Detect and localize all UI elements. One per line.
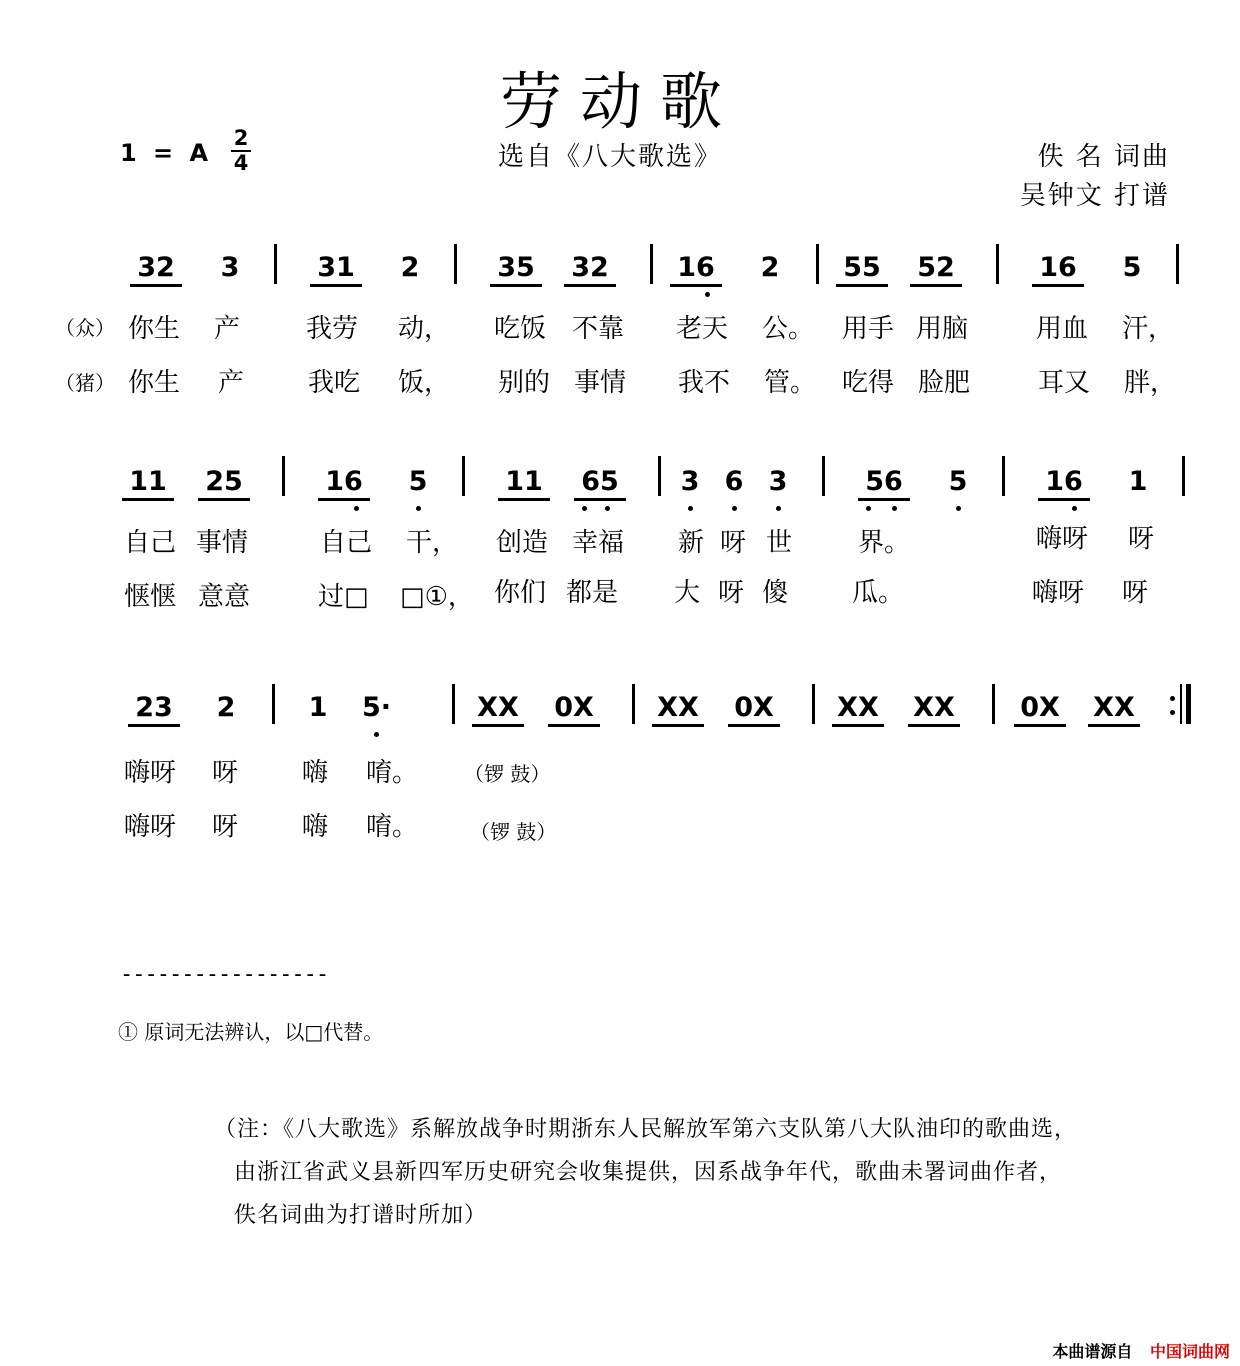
note-group: 2 [760,252,780,283]
lyric-word: 干， [406,528,459,558]
note-group: 0X [734,692,774,723]
note-group: XX [913,692,955,723]
lyric-word: 用脑 [916,314,969,344]
lyric-word: 界。 [858,528,911,558]
lyric-word: 你生 [128,314,181,344]
lyric-word: 傻 [762,578,789,608]
lyric-word: 公。 [762,314,815,344]
note-group: 3 [680,466,700,497]
lyric-word: 新 [678,528,705,558]
lyric-word: 吃饭 [494,314,547,344]
note-group: 6 [724,466,744,497]
lyric-word: 脸肥 [918,368,971,398]
site-link[interactable]: 中国词曲网 [1149,1342,1230,1361]
note-group: 23 [135,692,173,723]
percussion-label: （锣 鼓） [470,820,557,844]
note-group: XX [837,692,879,723]
note-group: 11 [505,466,543,497]
note-group: 55 [843,252,881,283]
note-group: 35 [497,252,535,283]
remark-line: 由浙江省武义县新四军历史研究会收集提供，因系战争年代，歌曲未署词曲作者， [234,1160,1063,1185]
note-group: XX [657,692,699,723]
lyric-word: 自己 [320,528,373,558]
lyric-word: 我吃 [308,368,361,398]
credit-lyrics-music: 佚 名 词曲 [1037,142,1170,172]
note-group: 5 [948,466,968,497]
note-group: 31 [317,252,355,283]
note-group: 2 [400,252,420,283]
lyric-word: 呀 [212,758,239,788]
note-group: XX [1093,692,1135,723]
lyric-word: 瓜。 [852,578,905,608]
lyric-word: 嗨呀 [124,812,177,842]
note-group: 2 [216,692,236,723]
lyric-word: 用血 [1036,314,1089,344]
lyric-word: 呀 [212,812,239,842]
footnote: ① 原词无法辨认，以□代替。 [118,1020,384,1044]
lyric-word: 老天 [676,314,729,344]
song-title: 劳动歌 [499,65,740,138]
lyric-word: 你生 [128,368,181,398]
lyric-word: 创造 [496,528,549,558]
key-signature: 1 = A [120,139,213,167]
lyric-word: 你们 [494,578,547,608]
footnote-separator: ----------------- [120,962,329,987]
lyric-word: 呀 [720,528,747,558]
lyric-word: 胖， [1124,368,1177,398]
lyric-word: 唷。 [366,812,419,842]
lyric-word: 耳又 [1038,368,1091,398]
lyric-word: 幸福 [572,528,625,558]
footer-label: 本曲谱源自 [1052,1342,1133,1361]
lyric-word: 嗨呀 [1032,578,1085,608]
lyric-word: 意意 [198,582,251,612]
percussion-label: （锣 鼓） [464,762,551,786]
source-label: 选自《八大歌选》 [498,142,723,172]
note-group: 16 [1039,252,1077,283]
note-group: 16 [677,252,715,283]
lyric-word: 过□ [318,582,369,612]
time-signature [231,128,251,174]
lyric-word: 吃得 [842,368,895,398]
lyric-word: 事情 [196,528,249,558]
lyric-word: 呀 [1122,578,1149,608]
note-group: 0X [554,692,594,723]
lyric-role: （众） [55,316,115,340]
lyric-word: 产 [218,368,245,398]
note-group: 32 [571,252,609,283]
note-group: 32 [137,252,175,283]
note-group: 52 [917,252,955,283]
lyric-word: 管。 [764,368,817,398]
note-group: 5 [1122,252,1142,283]
note-group: 3 [220,252,240,283]
lyric-word: 产 [214,314,241,344]
note-group: 1 [1128,466,1148,497]
lyric-word: 自己 [124,528,177,558]
lyric-word: 不靠 [572,314,625,344]
note-group: 0X [1020,692,1060,723]
lyric-word: 嗨 [302,812,329,842]
remark-line: （注：《八大歌选》系解放战争时期浙东人民解放军第六支队第八大队油印的歌曲选， [214,1117,1078,1142]
note-group: 5 [408,466,428,497]
lyric-word: 惬惬 [124,582,177,612]
lyric-word: 汗， [1122,314,1175,344]
lyric-word: 嗨 [302,758,329,788]
lyric-word: 别的 [498,368,551,398]
lyric-word: 唷。 [366,758,419,788]
lyric-word: 呀 [1128,524,1155,554]
lyric-word: 动， [398,314,451,344]
lyric-word: 呀 [718,578,745,608]
note-group: 5· [362,692,392,723]
lyric-role: （猪） [55,371,115,395]
note-group: 1 [308,692,328,723]
note-group: 25 [205,466,243,497]
source-footer [1052,1339,1230,1362]
lyric-word: 我不 [678,368,731,398]
lyric-word: 我劳 [306,314,359,344]
time-signature-top: 2 [233,126,249,150]
lyric-word: □①， [400,582,474,612]
note-group: 65 [581,466,619,497]
note-group: 11 [129,466,167,497]
credit-transcriber: 吴钟文 打谱 [1019,181,1170,211]
note-group: 3 [768,466,788,497]
remark-line: 佚名词曲为打谱时所加） [234,1203,488,1228]
lyric-word: 用手 [842,314,895,344]
lyric-word: 都是 [566,578,619,608]
time-signature-bottom: 4 [233,151,249,175]
lyric-word: 嗨呀 [124,758,177,788]
lyric-word: 嗨呀 [1036,524,1089,554]
lyric-word: 事情 [574,368,627,398]
note-group: XX [477,692,519,723]
lyric-word: 大 [674,578,701,608]
note-group: 16 [1045,466,1083,497]
note-group: 56 [865,466,903,497]
note-group: 16 [325,466,363,497]
lyric-word: 世 [766,528,793,558]
lyric-word: 饭， [398,368,451,398]
